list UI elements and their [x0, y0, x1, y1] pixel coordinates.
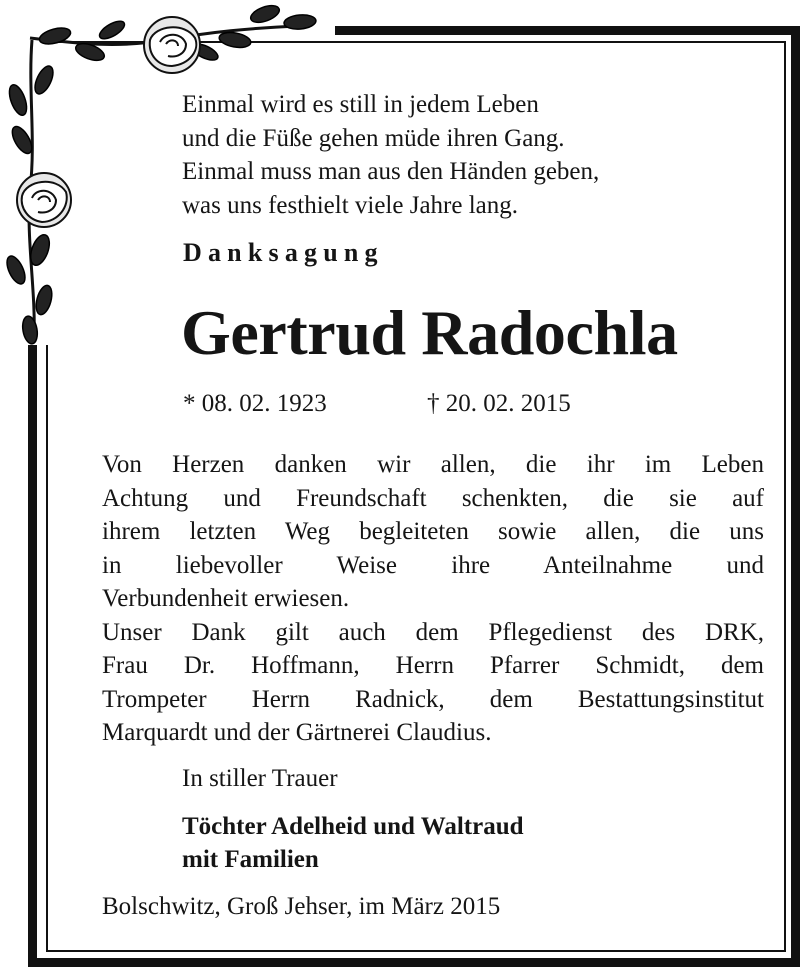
thanks-line: Von Herzen danken wir allen, die ihr im Leben — [102, 451, 764, 478]
heading-danksagung: Danksagung — [183, 238, 384, 267]
verse-line: und die Füße gehen müde ihren Gang. — [182, 124, 565, 152]
family-signature — [182, 810, 524, 876]
thanks-text — [102, 448, 764, 750]
verse-line: Einmal muss man aus den Händen geben, — [182, 158, 600, 185]
thanks-line: Marquardt und der Gärtnerei Claudius. — [102, 719, 492, 746]
birth-date: * 08. 02. 1923 — [183, 390, 327, 417]
thanks-line: Trompeter Herrn Radnick, dem Bestattungsinstitut — [102, 685, 764, 713]
deceased-name: Gertrud Radochla — [181, 297, 678, 368]
family-line: Töchter Adelheid und Waltraud — [182, 813, 524, 840]
death-date: † 20. 02. 2015 — [427, 390, 571, 417]
place-and-date: Bolschwitz, Groß Jehser, im März 2015 — [102, 893, 501, 920]
memorial-verse — [182, 88, 599, 222]
thanks-line: Verbundenheit erwiesen. — [102, 585, 350, 612]
thanks-line: in liebevoller Weise ihre Anteilnahme und — [102, 551, 764, 579]
thanks-line: Unser Dank gilt auch dem Pflegedienst des DRK, — [102, 618, 764, 646]
family-line: mit Familien — [182, 846, 319, 873]
thanks-line: Frau Dr. Hoffmann, Herrn Pfarrer Schmidt, dem — [102, 652, 764, 679]
verse-line: was uns festhielt viele Jahre lang. — [182, 191, 519, 219]
thanks-line: Achtung und Freundschaft schenkten, die sie auf — [102, 484, 764, 512]
verse-line: Einmal wird es still in jedem Leben — [182, 91, 539, 118]
closing-phrase: In stiller Trauer — [182, 765, 338, 792]
thanks-line: ihrem letzten Weg begleiteten sowie allen, die uns — [102, 518, 764, 545]
